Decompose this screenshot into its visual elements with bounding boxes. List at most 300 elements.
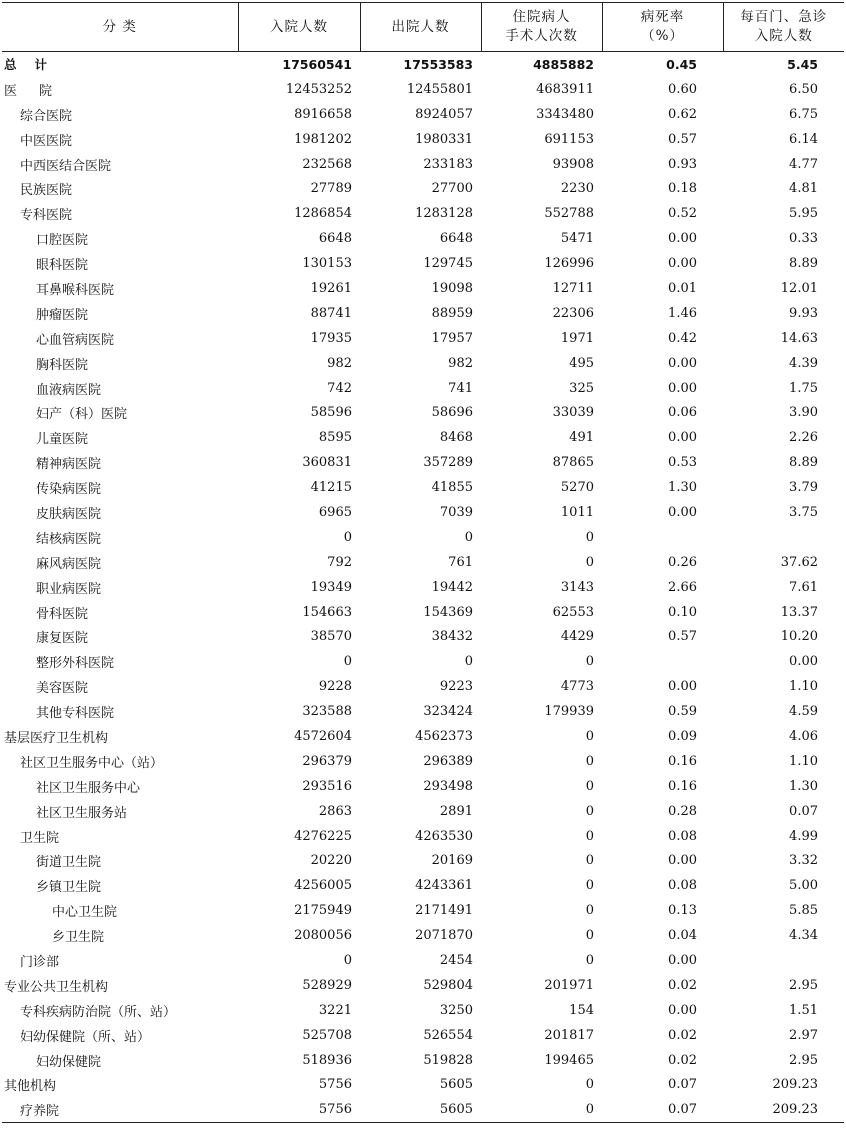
mortality-rate-cell: 0.00 xyxy=(668,853,697,869)
table-row xyxy=(2,102,844,127)
table-row xyxy=(2,998,844,1023)
surgeries-cell: 33039 xyxy=(552,405,594,421)
discharges-cell: 519828 xyxy=(423,1052,473,1068)
surgeries-cell: 0 xyxy=(585,654,594,670)
admissions-cell: 8916658 xyxy=(294,106,352,122)
discharges-cell: 761 xyxy=(448,554,473,570)
admissions-per-100-cell: 4.77 xyxy=(789,156,818,172)
admissions-cell: 9228 xyxy=(318,679,352,695)
surgeries-cell: 87865 xyxy=(552,455,594,471)
discharges-cell: 2454 xyxy=(439,953,473,968)
surgeries-cell: 3143 xyxy=(560,579,594,595)
mortality-rate-cell: 0.45 xyxy=(666,56,697,72)
admissions-per-100-cell: 7.61 xyxy=(789,579,818,595)
admissions-cell: 58596 xyxy=(310,405,352,421)
mortality-rate-cell: 0.93 xyxy=(668,156,697,172)
discharges-cell: 5605 xyxy=(360,1097,481,1122)
admissions-cell: 8595 xyxy=(318,430,352,446)
table-row xyxy=(2,127,844,152)
admissions-per-100-cell: 2.26 xyxy=(789,430,818,446)
row-category: 中心卫生院 xyxy=(52,905,118,921)
header-category: 分 类 xyxy=(2,3,238,52)
surgeries-cell: 0 xyxy=(585,778,594,794)
admissions-cell: 742 xyxy=(327,380,352,396)
admissions-per-100-cell: 4.99 xyxy=(789,828,818,844)
discharges-cell: 41855 xyxy=(431,480,473,496)
discharges-cell: 3250 xyxy=(439,1002,473,1018)
table-row xyxy=(2,425,844,450)
discharges-cell: 293498 xyxy=(423,778,473,794)
row-category: 康复医院 xyxy=(36,631,89,647)
admissions-per-100-cell: 2.97 xyxy=(789,1027,818,1043)
row-category: 总计 xyxy=(4,57,66,73)
surgeries-cell: 325 xyxy=(569,380,594,396)
surgeries-cell: 1971 xyxy=(560,330,594,346)
admissions-cell: 19261 xyxy=(310,280,352,296)
admissions-per-100-cell: 1.75 xyxy=(789,380,818,396)
table-row xyxy=(2,575,844,600)
mortality-rate-cell: 0.09 xyxy=(668,728,697,744)
discharges-cell: 1283128 xyxy=(415,206,473,222)
surgeries-cell: 1011 xyxy=(560,504,594,520)
row-category: 传染病医院 xyxy=(36,482,102,498)
row-category: 乡卫生院 xyxy=(52,930,105,946)
table-row xyxy=(2,724,844,749)
mortality-rate-cell: 0.28 xyxy=(668,803,697,819)
table-row xyxy=(2,799,844,824)
surgeries-cell: 4683911 xyxy=(536,81,594,97)
admissions-cell: 5756 xyxy=(318,1077,352,1093)
admissions-cell: 6965 xyxy=(318,504,352,520)
admissions-cell: 4276225 xyxy=(294,828,352,844)
admissions-cell: 2080056 xyxy=(294,928,352,944)
admissions-per-100-cell: 209.23 xyxy=(772,1077,818,1093)
surgeries-cell: 4429 xyxy=(560,629,594,645)
admissions-per-100-cell: 1.51 xyxy=(789,1002,818,1018)
mortality-rate-cell: 0.02 xyxy=(668,1027,697,1043)
mortality-rate-cell: 0.00 xyxy=(668,380,697,396)
admissions-per-100-cell: 2.95 xyxy=(789,1052,818,1068)
admissions-per-100-cell xyxy=(723,948,844,973)
admissions-per-100-cell: 6.14 xyxy=(789,131,818,147)
discharges-cell: 2171491 xyxy=(415,903,473,919)
mortality-rate-cell: 0.57 xyxy=(668,629,697,645)
hospital-statistics-table xyxy=(2,2,844,1123)
row-category: 卫生院 xyxy=(20,830,60,846)
mortality-rate-cell: 0.42 xyxy=(668,330,697,346)
admissions-cell: 17560541 xyxy=(282,56,352,72)
surgeries-cell: 2230 xyxy=(560,181,594,197)
admissions-cell: 982 xyxy=(327,355,352,371)
table-row xyxy=(2,824,844,849)
discharges-cell: 233183 xyxy=(423,156,473,172)
admissions-cell: 38570 xyxy=(310,629,352,645)
row-category: 专科医院 xyxy=(20,208,73,224)
row-category: 专业公共卫生机构 xyxy=(4,979,109,995)
admissions-per-100-cell: 0.07 xyxy=(789,803,818,819)
admissions-cell: 5756 xyxy=(238,1097,360,1122)
mortality-rate-cell: 1.30 xyxy=(668,480,697,496)
admissions-per-100-cell: 13.37 xyxy=(780,604,818,620)
row-category: 社区卫生服务中心（站） xyxy=(20,755,164,771)
discharges-cell: 20169 xyxy=(431,853,473,869)
row-category: 妇幼保健院 xyxy=(36,1054,102,1070)
table-row xyxy=(2,849,844,874)
admissions-cell: 6648 xyxy=(318,231,352,247)
table-row xyxy=(2,1023,844,1048)
admissions-cell: 525708 xyxy=(302,1027,352,1043)
surgeries-cell: 154 xyxy=(569,1002,594,1018)
table-row xyxy=(2,201,844,226)
admissions-per-100-cell: 6.50 xyxy=(789,81,818,97)
admissions-per-100-cell: 12.01 xyxy=(780,280,818,296)
admissions-per-100-cell: 6.75 xyxy=(789,106,818,122)
admissions-cell: 323588 xyxy=(302,704,352,720)
admissions-per-100-cell: 3.90 xyxy=(789,405,818,421)
admissions-per-100-cell: 4.59 xyxy=(789,704,818,720)
admissions-cell: 0 xyxy=(343,529,352,545)
mortality-rate-cell: 0.01 xyxy=(668,280,697,296)
header-admissions-per-100-visits: 每百门、急诊 入院人数 xyxy=(723,3,844,52)
mortality-rate-cell: 0.00 xyxy=(668,355,697,371)
discharges-cell: 4243361 xyxy=(415,878,473,894)
row-category: 妇产（科）医院 xyxy=(36,407,128,423)
row-category: 肿瘤医院 xyxy=(36,307,89,323)
mortality-rate-cell: 0.16 xyxy=(668,778,697,794)
admissions-per-100-cell: 4.39 xyxy=(789,355,818,371)
mortality-rate-cell: 0.00 xyxy=(668,953,697,968)
discharges-cell: 323424 xyxy=(423,704,473,720)
discharges-cell: 17553583 xyxy=(403,56,473,72)
discharges-cell: 38432 xyxy=(431,629,473,645)
surgeries-cell: 0 xyxy=(585,554,594,570)
mortality-rate-cell xyxy=(602,525,723,550)
admissions-cell: 12453252 xyxy=(285,81,352,97)
admissions-cell: 0 xyxy=(343,654,352,670)
discharges-cell: 529804 xyxy=(423,977,473,993)
table-row xyxy=(2,774,844,799)
table-row xyxy=(2,475,844,500)
row-category: 职业病医院 xyxy=(36,581,102,597)
admissions-cell: 1286854 xyxy=(294,206,352,222)
header-surgeries: 住院病人 手术人次数 xyxy=(481,3,602,52)
admissions-per-100-cell xyxy=(723,525,844,550)
table-body xyxy=(2,52,844,1123)
table-row xyxy=(2,1073,844,1098)
row-category: 民族医院 xyxy=(20,183,73,199)
admissions-cell: 2175949 xyxy=(294,903,352,919)
mortality-rate-cell: 0.00 xyxy=(668,1002,697,1018)
discharges-cell: 0 xyxy=(464,654,473,670)
discharges-cell: 129745 xyxy=(423,256,473,272)
admissions-per-100-cell: 37.62 xyxy=(780,554,818,570)
surgeries-cell: 495 xyxy=(569,355,594,371)
mortality-rate-cell: 0.13 xyxy=(668,903,697,919)
table-row xyxy=(2,301,844,326)
mortality-rate-cell: 0.00 xyxy=(668,256,697,272)
row-category: 口腔医院 xyxy=(36,233,89,249)
mortality-rate-cell: 2.66 xyxy=(668,579,697,595)
admissions-per-100-cell: 1.30 xyxy=(789,778,818,794)
row-category: 胸科医院 xyxy=(36,357,89,373)
discharges-cell: 6648 xyxy=(439,231,473,247)
surgeries-cell: 93908 xyxy=(552,156,594,172)
row-category: 疗养院 xyxy=(2,1097,238,1122)
table-row xyxy=(2,326,844,351)
header-admissions: 入院人数 xyxy=(238,3,360,52)
admissions-per-100-cell: 3.75 xyxy=(789,504,818,520)
admissions-per-100-cell: 1.10 xyxy=(789,753,818,769)
discharges-cell: 7039 xyxy=(439,504,473,520)
surgeries-cell: 4773 xyxy=(560,679,594,695)
admissions-cell: 130153 xyxy=(302,256,352,272)
mortality-rate-cell xyxy=(602,649,723,674)
table-row xyxy=(2,550,844,575)
table-row xyxy=(2,674,844,699)
discharges-cell: 4562373 xyxy=(415,728,473,744)
surgeries-cell: 22306 xyxy=(552,305,594,321)
mortality-rate-cell: 0.07 xyxy=(602,1097,723,1122)
mortality-rate-cell: 0.00 xyxy=(668,504,697,520)
table-row xyxy=(2,948,844,973)
table-row xyxy=(2,251,844,276)
discharges-cell: 4263530 xyxy=(415,828,473,844)
surgeries-cell: 5471 xyxy=(560,231,594,247)
admissions-cell: 88741 xyxy=(310,305,352,321)
mortality-rate-cell: 0.52 xyxy=(668,206,697,222)
table-row xyxy=(2,450,844,475)
admissions-per-100-cell: 2.95 xyxy=(789,977,818,993)
mortality-rate-cell: 0.02 xyxy=(668,1052,697,1068)
row-category: 结核病医院 xyxy=(36,531,102,547)
row-category: 心血管病医院 xyxy=(36,332,115,348)
admissions-cell: 293516 xyxy=(302,778,352,794)
admissions-cell: 154663 xyxy=(302,604,352,620)
admissions-per-100-cell: 5.00 xyxy=(789,878,818,894)
admissions-cell: 17935 xyxy=(310,330,352,346)
mortality-rate-cell: 0.18 xyxy=(668,181,697,197)
mortality-rate-cell: 0.26 xyxy=(668,554,697,570)
surgeries-cell: 0 xyxy=(585,803,594,819)
mortality-rate-cell: 0.53 xyxy=(668,455,697,471)
row-category: 血液病医院 xyxy=(36,382,102,398)
table-row xyxy=(2,898,844,923)
surgeries-cell: 199465 xyxy=(544,1052,594,1068)
discharges-cell: 9223 xyxy=(439,679,473,695)
row-category: 门诊部 xyxy=(20,955,60,970)
table-header xyxy=(2,3,844,52)
table-row xyxy=(2,1048,844,1073)
surgeries-cell: 12711 xyxy=(552,280,594,296)
surgeries-cell: 0 xyxy=(481,1097,602,1122)
mortality-rate-cell: 0.59 xyxy=(668,704,697,720)
surgeries-cell: 0 xyxy=(585,728,594,744)
admissions-per-100-cell: 1.10 xyxy=(789,679,818,695)
table-row xyxy=(2,52,844,77)
mortality-rate-cell: 0.06 xyxy=(668,405,697,421)
table-row xyxy=(2,525,844,550)
admissions-per-100-cell: 4.34 xyxy=(789,928,818,944)
discharges-cell: 27700 xyxy=(431,181,473,197)
mortality-rate-cell: 0.00 xyxy=(668,430,697,446)
row-category: 其他机构 xyxy=(4,1079,57,1095)
mortality-rate-cell: 0.04 xyxy=(668,928,697,944)
surgeries-cell: 201971 xyxy=(544,977,594,993)
surgeries-cell: 126996 xyxy=(544,256,594,272)
row-category: 儿童医院 xyxy=(36,432,89,448)
discharges-cell: 58696 xyxy=(431,405,473,421)
surgeries-cell: 0 xyxy=(585,903,594,919)
header-discharges: 出院人数 xyxy=(360,3,481,52)
discharges-cell: 1980331 xyxy=(415,131,473,147)
table-row xyxy=(2,873,844,898)
table-row xyxy=(2,649,844,674)
discharges-cell: 357289 xyxy=(423,455,473,471)
admissions-cell: 2863 xyxy=(318,803,352,819)
admissions-per-100-cell: 5.85 xyxy=(789,903,818,919)
admissions-cell: 20220 xyxy=(310,853,352,869)
row-category: 社区卫生服务中心 xyxy=(36,780,141,796)
admissions-cell: 27789 xyxy=(310,181,352,197)
row-category: 耳鼻喉科医院 xyxy=(36,282,115,298)
admissions-per-100-cell: 5.45 xyxy=(787,56,818,72)
row-category: 中西医结合医院 xyxy=(20,158,112,174)
admissions-per-100-cell: 8.89 xyxy=(789,455,818,471)
discharges-cell: 154369 xyxy=(423,604,473,620)
admissions-cell: 1981202 xyxy=(294,131,352,147)
row-category: 乡镇卫生院 xyxy=(36,880,102,896)
discharges-cell: 19098 xyxy=(431,280,473,296)
admissions-cell: 232568 xyxy=(302,156,352,172)
table-row xyxy=(2,351,844,376)
admissions-per-100-cell: 0.33 xyxy=(789,231,818,247)
surgeries-cell: 0 xyxy=(585,1077,594,1093)
row-category: 街道卫生院 xyxy=(36,855,102,871)
table-row xyxy=(2,276,844,301)
discharges-cell: 2071870 xyxy=(415,928,473,944)
surgeries-cell: 0 xyxy=(585,828,594,844)
surgeries-cell: 0 xyxy=(585,953,594,968)
row-category: 眼科医院 xyxy=(36,258,89,274)
discharges-cell: 19442 xyxy=(431,579,473,595)
admissions-cell: 360831 xyxy=(302,455,352,471)
table-row xyxy=(2,600,844,625)
mortality-rate-cell: 0.08 xyxy=(668,828,697,844)
table-row xyxy=(2,226,844,251)
table-row xyxy=(2,152,844,177)
admissions-per-100-cell: 10.20 xyxy=(780,629,818,645)
admissions-per-100-cell: 5.95 xyxy=(789,206,818,222)
surgeries-cell: 0 xyxy=(585,529,594,545)
discharges-cell: 8468 xyxy=(439,430,473,446)
admissions-cell: 3221 xyxy=(318,1002,352,1018)
admissions-per-100-cell: 3.32 xyxy=(789,853,818,869)
row-category: 麻风病医院 xyxy=(36,556,102,572)
surgeries-cell: 0 xyxy=(585,753,594,769)
admissions-per-100-cell: 4.06 xyxy=(789,728,818,744)
admissions-per-100-cell: 0.00 xyxy=(789,654,818,670)
discharges-cell: 8924057 xyxy=(415,106,473,122)
admissions-cell: 296379 xyxy=(302,753,352,769)
row-category: 综合医院 xyxy=(20,108,73,124)
discharges-cell: 2891 xyxy=(439,803,473,819)
surgeries-cell: 0 xyxy=(585,878,594,894)
mortality-rate-cell: 0.07 xyxy=(668,1077,697,1093)
admissions-per-100-cell: 4.81 xyxy=(789,181,818,197)
surgeries-cell: 0 xyxy=(585,928,594,944)
admissions-cell: 518936 xyxy=(302,1052,352,1068)
admissions-per-100-cell: 8.89 xyxy=(789,256,818,272)
row-category: 骨科医院 xyxy=(36,606,89,622)
surgeries-cell: 5270 xyxy=(560,480,594,496)
surgeries-cell: 62553 xyxy=(552,604,594,620)
discharges-cell: 741 xyxy=(448,380,473,396)
table-row xyxy=(2,973,844,998)
mortality-rate-cell: 1.46 xyxy=(668,305,697,321)
admissions-cell: 528929 xyxy=(302,977,352,993)
discharges-cell: 296389 xyxy=(423,753,473,769)
surgeries-cell: 3343480 xyxy=(536,106,594,122)
table-row xyxy=(2,923,844,948)
header-mortality-rate: 病死率 （%） xyxy=(602,3,723,52)
row-category: 中医医院 xyxy=(20,133,73,149)
admissions-cell: 792 xyxy=(327,554,352,570)
admissions-per-100-cell: 3.79 xyxy=(789,480,818,496)
mortality-rate-cell: 0.57 xyxy=(668,131,697,147)
row-category: 其他专科医院 xyxy=(36,706,115,722)
table-row xyxy=(2,1097,844,1122)
mortality-rate-cell: 0.10 xyxy=(668,604,697,620)
mortality-rate-cell: 0.60 xyxy=(668,81,697,97)
admissions-per-100-cell: 9.93 xyxy=(789,305,818,321)
discharges-cell: 88959 xyxy=(431,305,473,321)
row-category: 妇幼保健院（所、站） xyxy=(20,1029,151,1045)
mortality-rate-cell: 0.08 xyxy=(668,878,697,894)
admissions-per-100-cell: 14.63 xyxy=(780,330,818,346)
surgeries-cell: 0 xyxy=(585,853,594,869)
surgeries-cell: 201817 xyxy=(544,1027,594,1043)
discharges-cell: 982 xyxy=(448,355,473,371)
table-row xyxy=(2,400,844,425)
row-category: 医院 xyxy=(4,83,75,99)
admissions-per-100-cell: 209.23 xyxy=(723,1097,844,1122)
discharges-cell: 5605 xyxy=(439,1077,473,1093)
row-category: 社区卫生服务站 xyxy=(36,805,128,821)
mortality-rate-cell: 0.16 xyxy=(668,753,697,769)
mortality-rate-cell: 0.00 xyxy=(668,679,697,695)
discharges-cell: 0 xyxy=(464,529,473,545)
admissions-cell: 19349 xyxy=(310,579,352,595)
table-row xyxy=(2,77,844,102)
admissions-cell: 4572604 xyxy=(294,728,352,744)
discharges-cell: 12455801 xyxy=(406,81,473,97)
mortality-rate-cell: 0.00 xyxy=(668,231,697,247)
discharges-cell: 526554 xyxy=(423,1027,473,1043)
surgeries-cell: 691153 xyxy=(544,131,594,147)
table-row xyxy=(2,749,844,774)
row-category: 专科疾病防治院（所、站） xyxy=(20,1004,177,1020)
mortality-rate-cell: 0.62 xyxy=(668,106,697,122)
row-category: 皮肤病医院 xyxy=(36,506,102,522)
surgeries-cell: 491 xyxy=(569,430,594,446)
table-row xyxy=(2,500,844,525)
mortality-rate-cell: 0.02 xyxy=(668,977,697,993)
table-row xyxy=(2,699,844,724)
surgeries-cell: 4885882 xyxy=(533,56,594,72)
admissions-cell: 41215 xyxy=(310,480,352,496)
row-category: 精神病医院 xyxy=(36,457,102,473)
discharges-cell: 17957 xyxy=(431,330,473,346)
